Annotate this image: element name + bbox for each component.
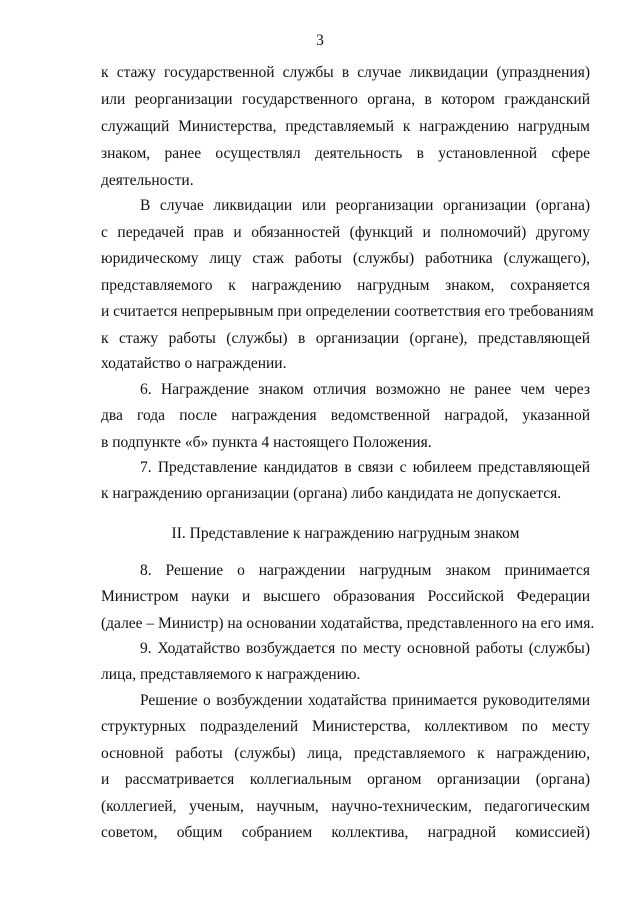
text-line: советом, общим собранием коллектива, наградной комиссией) — [101, 824, 590, 841]
text-line: и рассматривается коллегиальным органом организации (органа) — [101, 771, 590, 788]
paragraph-first-line: В случае ликвидации или реорганизации организации (органа) — [140, 197, 590, 214]
text-line: основной работы (службы) лица, представляемого к награждению, — [101, 745, 590, 762]
paragraph-first-line: 8. Решение о награждении нагрудным знаком принимается — [140, 562, 590, 579]
text-line: или реорганизации государственного органа, в котором гражданский — [101, 91, 590, 108]
text-line: два года после награждения ведомственной наградой, указанной — [101, 407, 590, 424]
paragraph-first-line: Решение о возбуждении ходатайства принимается руководителями — [140, 692, 590, 709]
text-line: (коллегией, ученым, научным, научно-техническим, педагогическим — [101, 798, 590, 815]
page-number: 3 — [316, 32, 324, 49]
text-line: в подпункте «б» пункта 4 настоящего Положения. — [101, 434, 432, 451]
text-line: юридическому лицу стаж работы (службы) работника (служащего), — [101, 250, 590, 267]
paragraph-first-line: 6. Награждение знаком отличия возможно не ранее чем через — [140, 381, 590, 398]
section-heading: II. Представление к награждению нагрудным знаком — [171, 525, 520, 542]
text-line: к стажу работы (службы) в организации (органе), представляющей — [101, 330, 590, 347]
text-line: и считается непрерывным при определении соответствия его требованиям — [101, 303, 594, 320]
text-line: с передачей прав и обязанностей (функций и полномочий) другому — [101, 224, 590, 241]
text-line: к стажу государственной службы в случае ликвидации (упразднения) — [101, 64, 590, 81]
text-line: представляемого к награждению нагрудным знаком, сохраняется — [101, 277, 590, 294]
text-line: Министром науки и высшего образования Российской Федерации — [101, 588, 590, 605]
text-line: структурных подразделений Министерства, коллективом по месту — [101, 718, 590, 735]
text-line: к награждению организации (органа) либо кандидата не допускается. — [101, 485, 562, 502]
text-line: ходатайство о награждении. — [101, 355, 287, 372]
paragraph-first-line: 7. Представление кандидатов в связи с юбилеем представляющей — [140, 459, 590, 476]
text-line: лица, представляемого к награждению. — [101, 666, 361, 683]
text-line: (далее – Министр) на основании ходатайства, представленного на его имя. — [101, 615, 595, 632]
text-line: деятельности. — [101, 172, 194, 189]
paragraph-first-line: 9. Ходатайство возбуждается по месту основной работы (службы) — [140, 640, 590, 657]
text-line: служащий Министерства, представляемый к награждению нагрудным — [101, 118, 590, 135]
text-line: знаком, ранее осуществлял деятельность в установленной сфере — [101, 145, 590, 162]
